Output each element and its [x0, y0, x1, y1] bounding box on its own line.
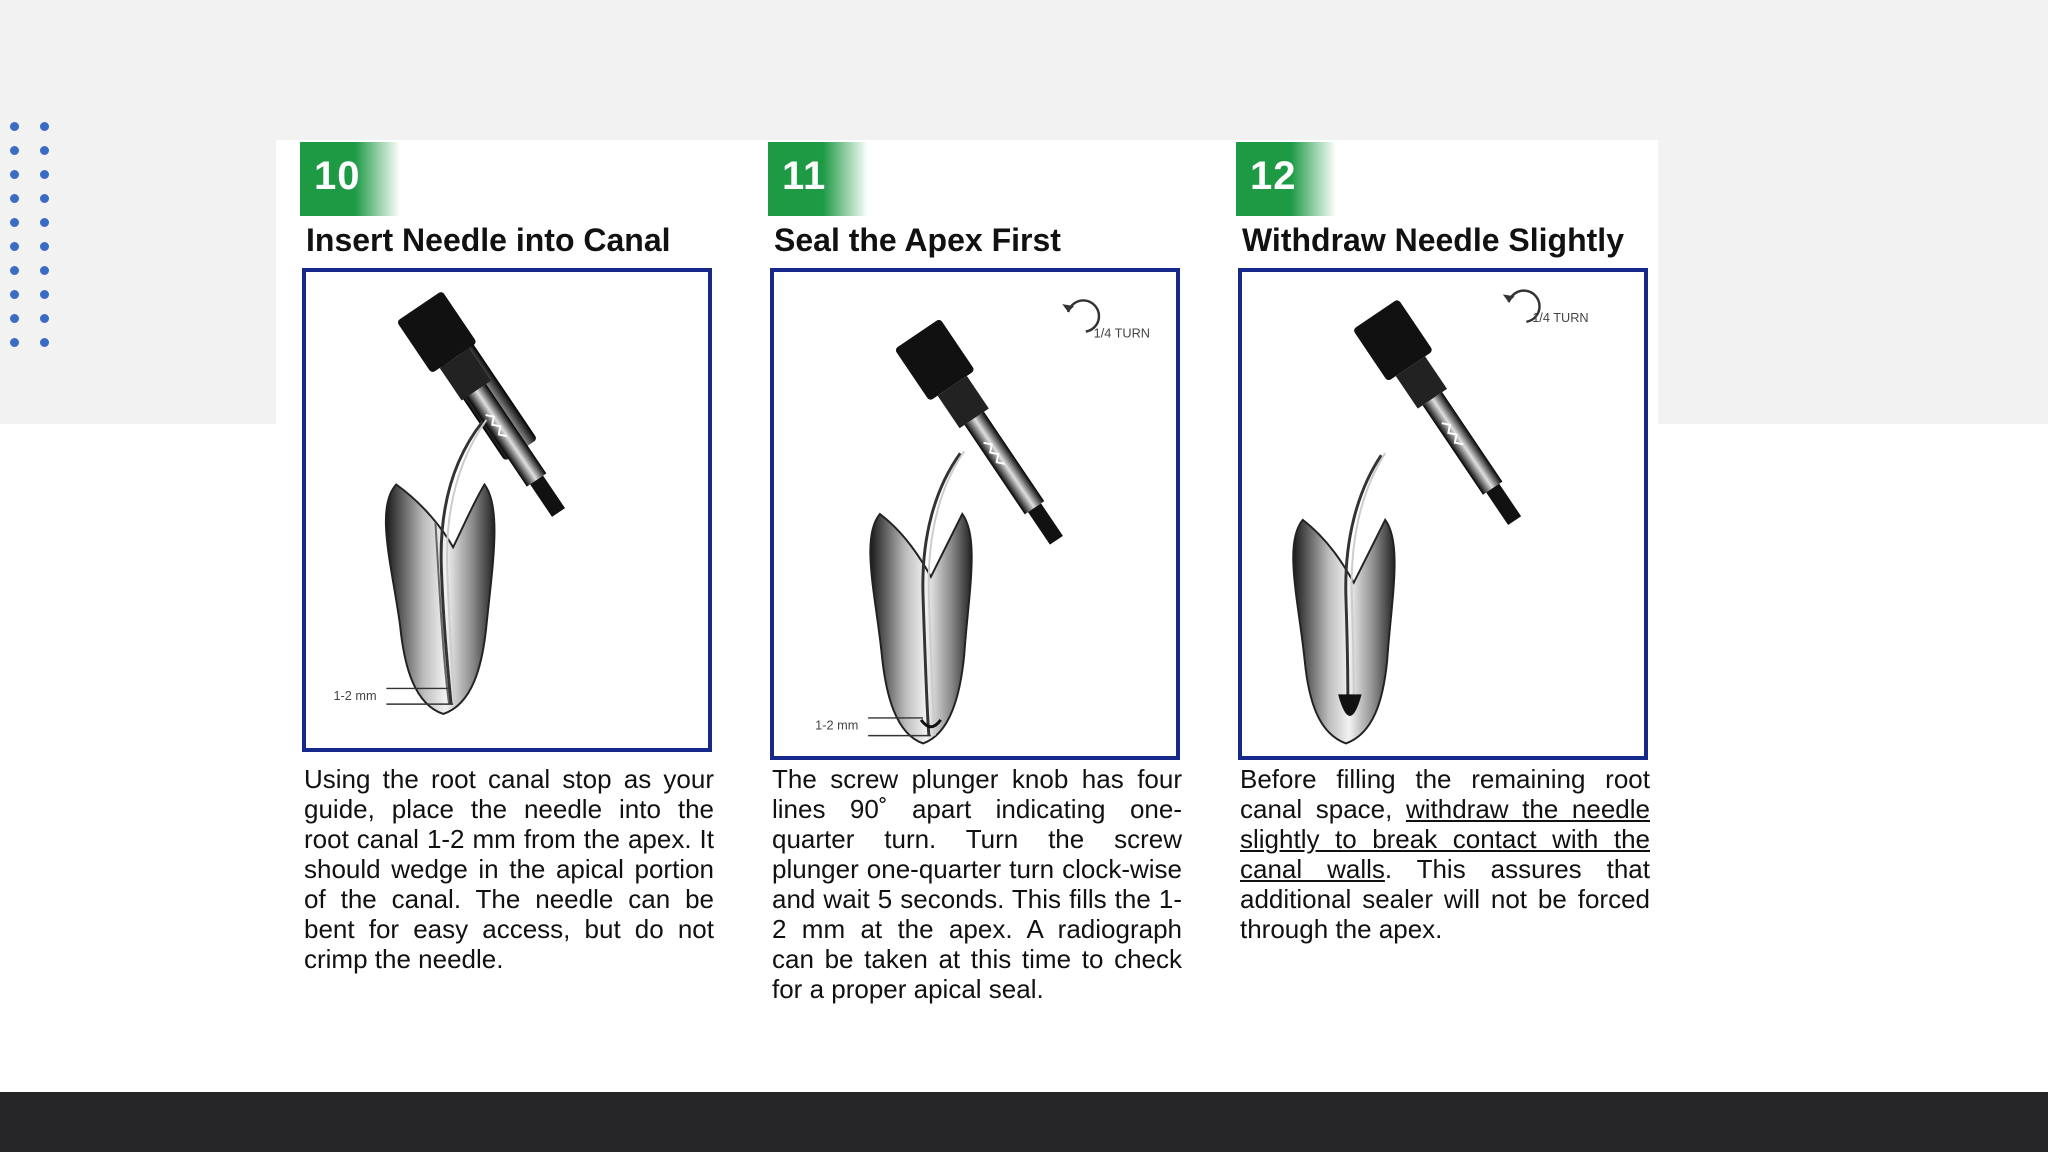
illustration-frame: [1238, 268, 1648, 760]
step-description: Using the root canal stop as your guide, place the needle into the root canal 1-2 mm from the apex. It should wedge in the apical portion of the canal. The needle can be bent for easy access, but do not crimp the needle.: [304, 764, 714, 974]
quarter-turn-indicator: [1503, 291, 1589, 325]
dot: [40, 218, 49, 227]
dot: [10, 218, 19, 227]
dot: [40, 290, 49, 299]
step-number: 10: [314, 154, 361, 198]
turn-label: 1/4 TURN: [1093, 325, 1151, 341]
dot: [40, 314, 49, 323]
dot: [40, 194, 49, 203]
footer-bar: [0, 1092, 2048, 1152]
syringe: [894, 318, 1079, 555]
step-number-badge: [1236, 142, 1336, 216]
step-number-badge: [768, 142, 868, 216]
dot: [10, 314, 19, 323]
step-title: Seal the Apex First: [774, 222, 1061, 258]
dot: [10, 338, 19, 347]
step-number: 12: [1250, 154, 1297, 198]
step-description: The screw plunger knob has four lines 90˚ apart indicating one-quarter turn. Turn the screw plunger one-quarter turn clock-wise and wait 5 seconds. This fills the 1-2 mm at the apex. A radiograph can be taken at this time to check for a proper apical seal.: [772, 764, 1182, 1004]
step-description: [1240, 764, 1650, 944]
illustration-frame: [302, 268, 712, 752]
dot: [10, 146, 19, 155]
dot: [40, 146, 49, 155]
description-text: Before filling the remaining root canal space,: [1240, 764, 1650, 824]
dot: [10, 266, 19, 275]
dot: [40, 242, 49, 251]
measure-label: 1-2 mm: [333, 688, 377, 704]
illustration-frame: [770, 268, 1180, 760]
dot: [40, 266, 49, 275]
dot: [40, 170, 49, 179]
dot: [40, 122, 49, 131]
step-number: 11: [782, 154, 827, 198]
withdraw-needle-illustration: [1242, 272, 1644, 756]
dot: [10, 122, 19, 131]
dot: [10, 170, 19, 179]
measure-label: 1-2 mm: [815, 717, 859, 733]
dot: [10, 242, 19, 251]
syringe: [1353, 299, 1538, 536]
dot: [40, 338, 49, 347]
seal-apex-illustration: [774, 272, 1176, 756]
step-title: Insert Needle into Canal: [306, 222, 671, 258]
turn-label: 1/4 TURN: [1532, 309, 1589, 325]
step-title: Withdraw Needle Slightly: [1242, 222, 1624, 258]
description-text: . This assures that additional sealer will not be forced through the apex.: [1240, 854, 1650, 944]
description-emphasis: withdraw the needle slightly to break contact with the canal walls: [1240, 794, 1650, 884]
decorative-dot-grid: [6, 118, 56, 354]
needle-in-canal-illustration: [306, 272, 708, 748]
dot: [10, 290, 19, 299]
dot: [10, 194, 19, 203]
quarter-turn-indicator: [1062, 300, 1150, 340]
step-number-badge: [300, 142, 400, 216]
